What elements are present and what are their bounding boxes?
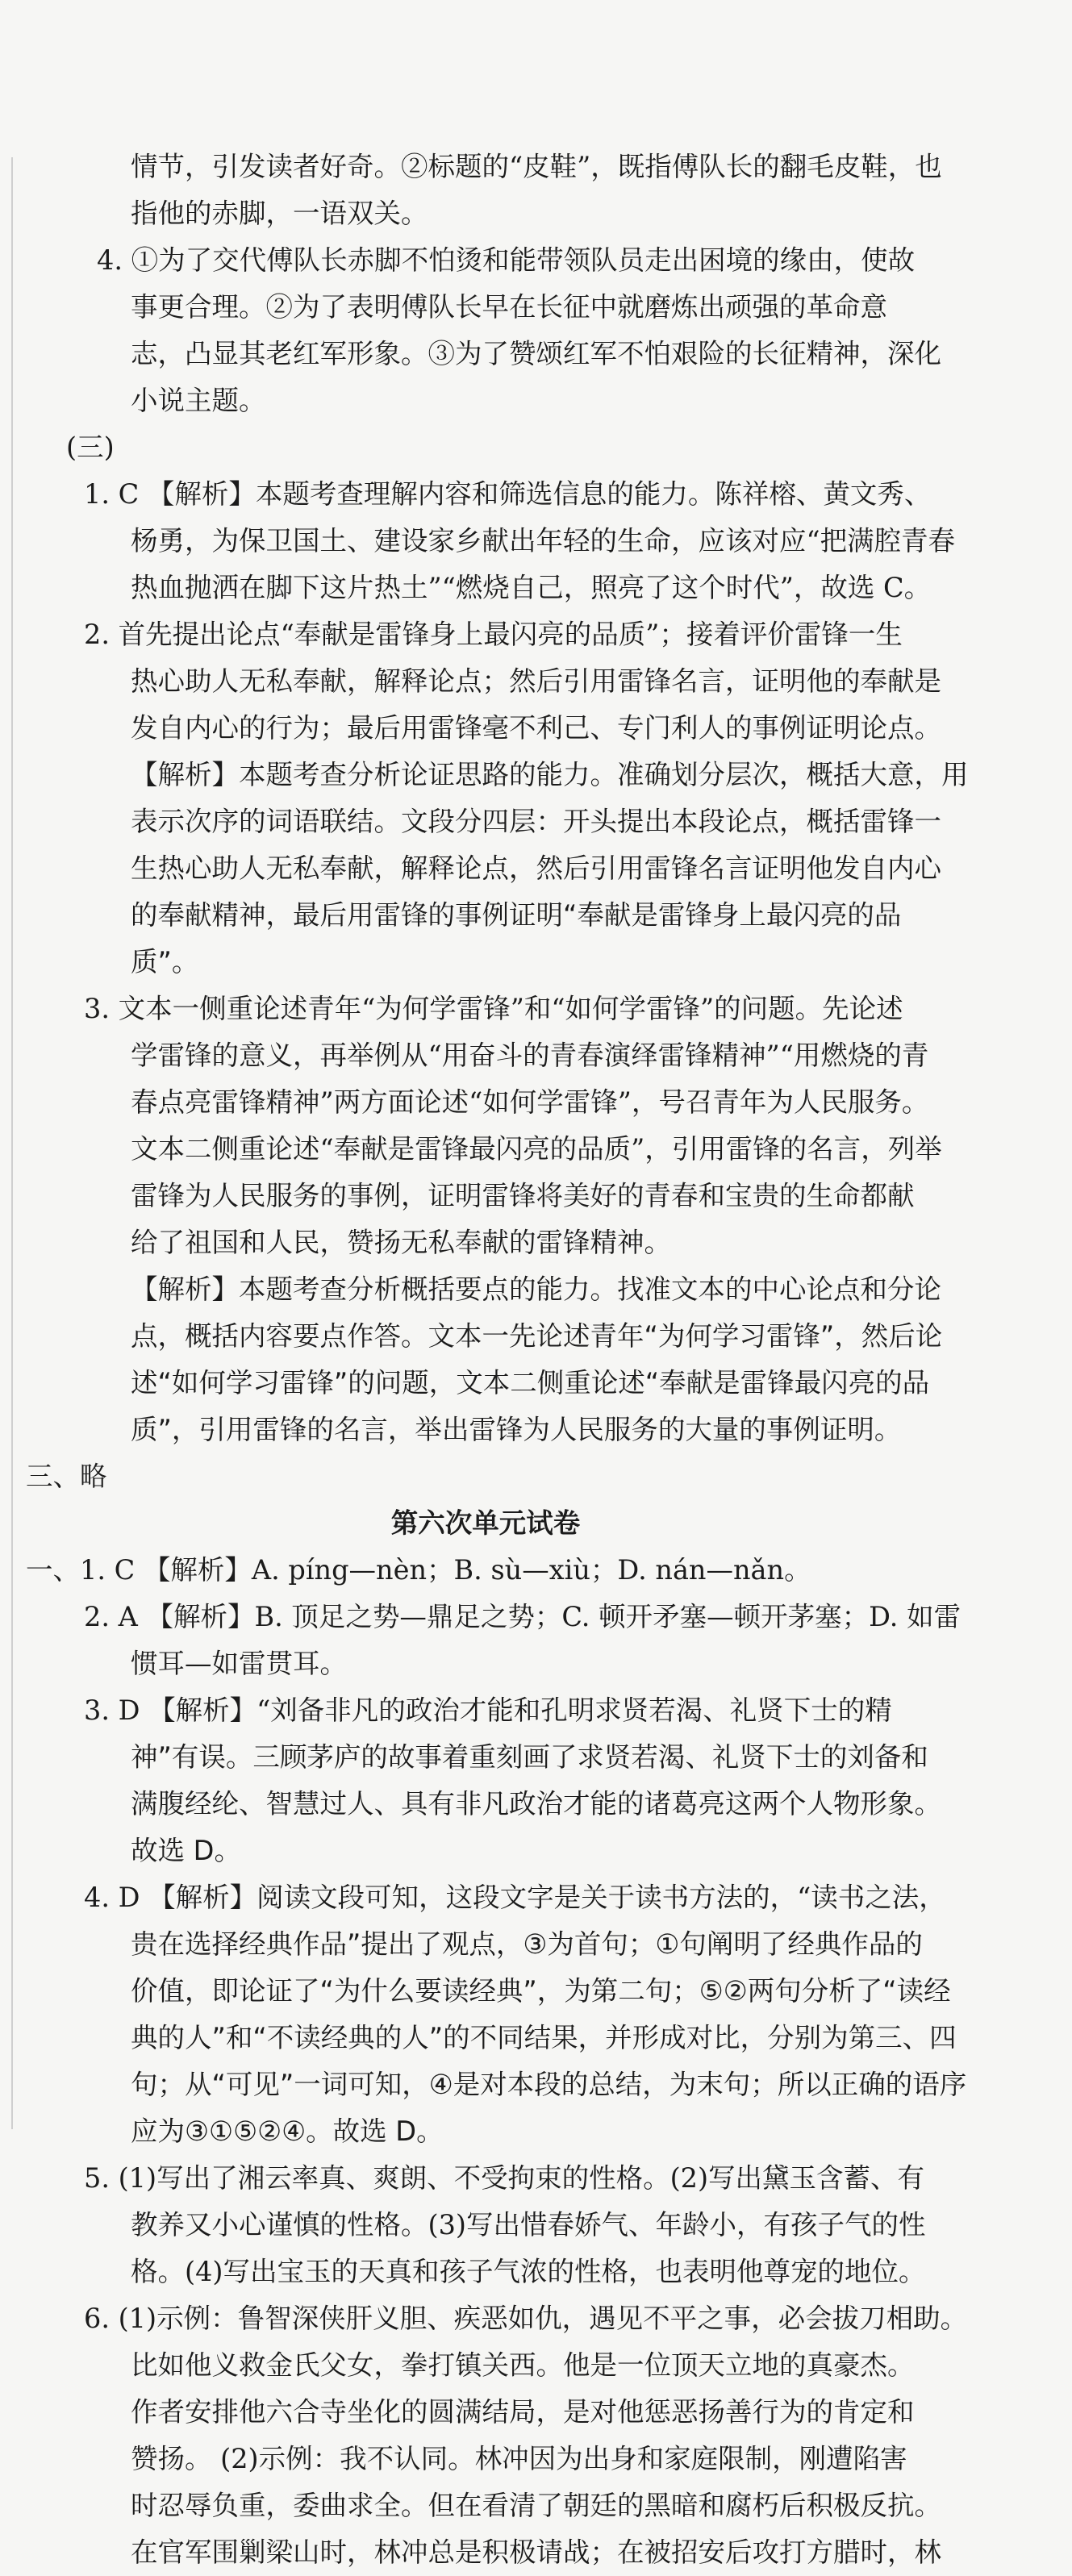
text-line: 杨勇，为保卫国土、建设家乡献出年轻的生命，应该对应“把满腔青春: [131, 525, 956, 556]
text-line: 质”。: [131, 946, 199, 977]
text-line: 作者安排他六合寺坐化的圆满结局，是对他惩恶扬善行为的肯定和: [131, 2396, 915, 2428]
text-line: 应为③①⑤②④。故选 D。: [131, 2115, 444, 2147]
text-line: 赞扬。 (2)示例：我不认同。林冲因为出身和家庭限制，刚遭陷害: [131, 2443, 907, 2474]
text-line: 贵在选择经典作品”提出了观点，③为首句；①句阐明了经典作品的: [131, 1928, 923, 1960]
text-line: 给了祖国和人民，赞扬无私奉献的雷锋精神。: [131, 1227, 671, 1258]
text-line: 5. (1)写出了湘云率真、爽朗、不受拘束的性格。(2)写出黛玉含蓄、有: [84, 2162, 925, 2194]
text-line: 2. 首先提出论点“奉献是雷锋身上最闪亮的品质”；接着评价雷锋一生: [84, 619, 903, 650]
text-line: 文本二侧重论述“奉献是雷锋最闪亮的品质”，引用雷锋的名言，列举: [131, 1133, 942, 1165]
text-line: 三、略: [26, 1461, 107, 1492]
text-line: 时忍辱负重，委曲求全。但在看清了朝廷的黑暗和腐朽后积极反抗。: [131, 2490, 941, 2521]
text-line: 春点亮雷锋精神”两方面论述“如何学雷锋”，号召青年为人民服务。: [131, 1086, 929, 1118]
section-title: 第六次单元试卷: [390, 1507, 581, 1539]
text-line: 小说主题。: [131, 385, 266, 416]
text-line: 事更合理。②为了表明傅队长早在长征中就磨炼出顽强的革命意: [131, 291, 887, 323]
text-line: 质”，引用雷锋的名言，举出雷锋为人民服务的大量的事例证明。: [131, 1414, 902, 1445]
text-line: 【解析】本题考查分析概括要点的能力。找准文本的中心论点和分论: [131, 1273, 941, 1305]
text-line: 雷锋为人民服务的事例，证明雷锋将美好的青春和宝贵的生命都献: [131, 1180, 915, 1211]
text-line: 典的人”和“不读经典的人”的不同结果，并形成对比，分别为第三、四: [131, 2022, 957, 2053]
text-line: 神”有误。三顾茅庐的故事着重刻画了求贤若渴、礼贤下士的刘备和: [131, 1741, 928, 1773]
text-line: 故选 D。: [131, 1835, 241, 1866]
text-line: 惯耳—如雷贯耳。: [131, 1648, 347, 1679]
text-line: 4. D 【解析】阅读文段可知，这段文字是关于读书方法的，“读书之法，: [84, 1882, 946, 1913]
text-line: 【解析】本题考查分析论证思路的能力。准确划分层次，概括大意，用: [131, 759, 969, 790]
text-line: 点，概括内容要点作答。文本一先论述青年“为何学习雷锋”，然后论: [131, 1320, 943, 1352]
text-line: 2. A 【解析】B. 顶足之势—鼎足之势；C. 顿开矛塞—顿开茅塞；D. 如雷: [84, 1601, 961, 1632]
text-line: 1. C 【解析】本题考查理解内容和筛选信息的能力。陈祥榕、黄文秀、: [84, 478, 932, 510]
text-line: 满腹经纶、智慧过人、具有非凡政治才能的诸葛亮这两个人物形象。: [131, 1788, 941, 1819]
text-line: 价值，即论证了“为什么要读经典”，为第二句；⑤②两句分析了“读经: [131, 1975, 951, 2007]
text-line: 3. 文本一侧重论述青年“为何学雷锋”和“如何学雷锋”的问题。先论述: [84, 993, 903, 1024]
binding-line: [11, 157, 13, 2129]
text-line: 热血抛洒在脚下这片热土”“燃烧自己，照亮了这个时代”，故选 C。: [131, 572, 932, 603]
text-line: 格。(4)写出宝玉的天真和孩子气浓的性格，也表明他尊宠的地位。: [131, 2256, 926, 2287]
text-line: 情节，引发读者好奇。②标题的“皮鞋”，既指傅队长的翻毛皮鞋，也: [131, 151, 942, 182]
text-line: 热心助人无私奉献，解释论点；然后引用雷锋名言，证明他的奉献是: [131, 665, 941, 697]
text-line: 的奉献精神，最后用雷锋的事例证明“奉献是雷锋身上最闪亮的品: [131, 899, 902, 931]
text-line: 一、1. C 【解析】A. píng—nèn；B. sù—xiù；D. nán—nǎn。: [26, 1554, 811, 1586]
text-line: 3. D 【解析】“刘备非凡的政治才能和孔明求贤若渴、礼贤下士的精: [84, 1694, 892, 1726]
text-line: 生热心助人无私奉献，解释论点，然后引用雷锋名言证明他发自内心: [131, 852, 941, 884]
text-line: 比如他义救金氏父女，拳打镇关西。他是一位顶天立地的真豪杰。: [131, 2349, 915, 2381]
text-line: 教养又小心谨慎的性格。(3)写出惜春娇气、年龄小，有孩子气的性: [131, 2209, 926, 2240]
text-line: 学雷锋的意义，再举例从“用奋斗的青春演绎雷锋精神”“用燃烧的青: [131, 1040, 929, 1071]
text-line: 志，凸显其老红军形象。③为了赞颂红军不怕艰险的长征精神，深化: [131, 338, 941, 369]
text-line: 述“如何学习雷锋”的问题，文本二侧重论述“奉献是雷锋最闪亮的品: [131, 1367, 930, 1398]
text-line: 表示次序的词语联结。文段分四层：开头提出本段论点，概括雷锋一: [131, 806, 941, 837]
text-line: 句；从“可见”一词可知，④是对本段的总结，为末句；所以正确的语序: [131, 2069, 967, 2100]
text-line: 指他的赤脚，一语双关。: [131, 198, 428, 229]
text-line: 4. ①为了交代傅队长赤脚不怕烫和能带领队员走出困境的缘由，使故: [97, 244, 916, 276]
answer-page: [26, 144, 969, 2576]
text-line: 在官军围剿梁山时，林冲总是积极请战；在被招安后攻打方腊时，林: [131, 2536, 941, 2568]
text-line: (三): [66, 431, 115, 463]
text-line: 6. (1)示例：鲁智深侠肝义胆、疾恶如仇，遇见不平之事，必会拔刀相助。: [84, 2303, 968, 2334]
text-line: 发自内心的行为；最后用雷锋毫不利己、专门利人的事例证明论点。: [131, 712, 941, 744]
